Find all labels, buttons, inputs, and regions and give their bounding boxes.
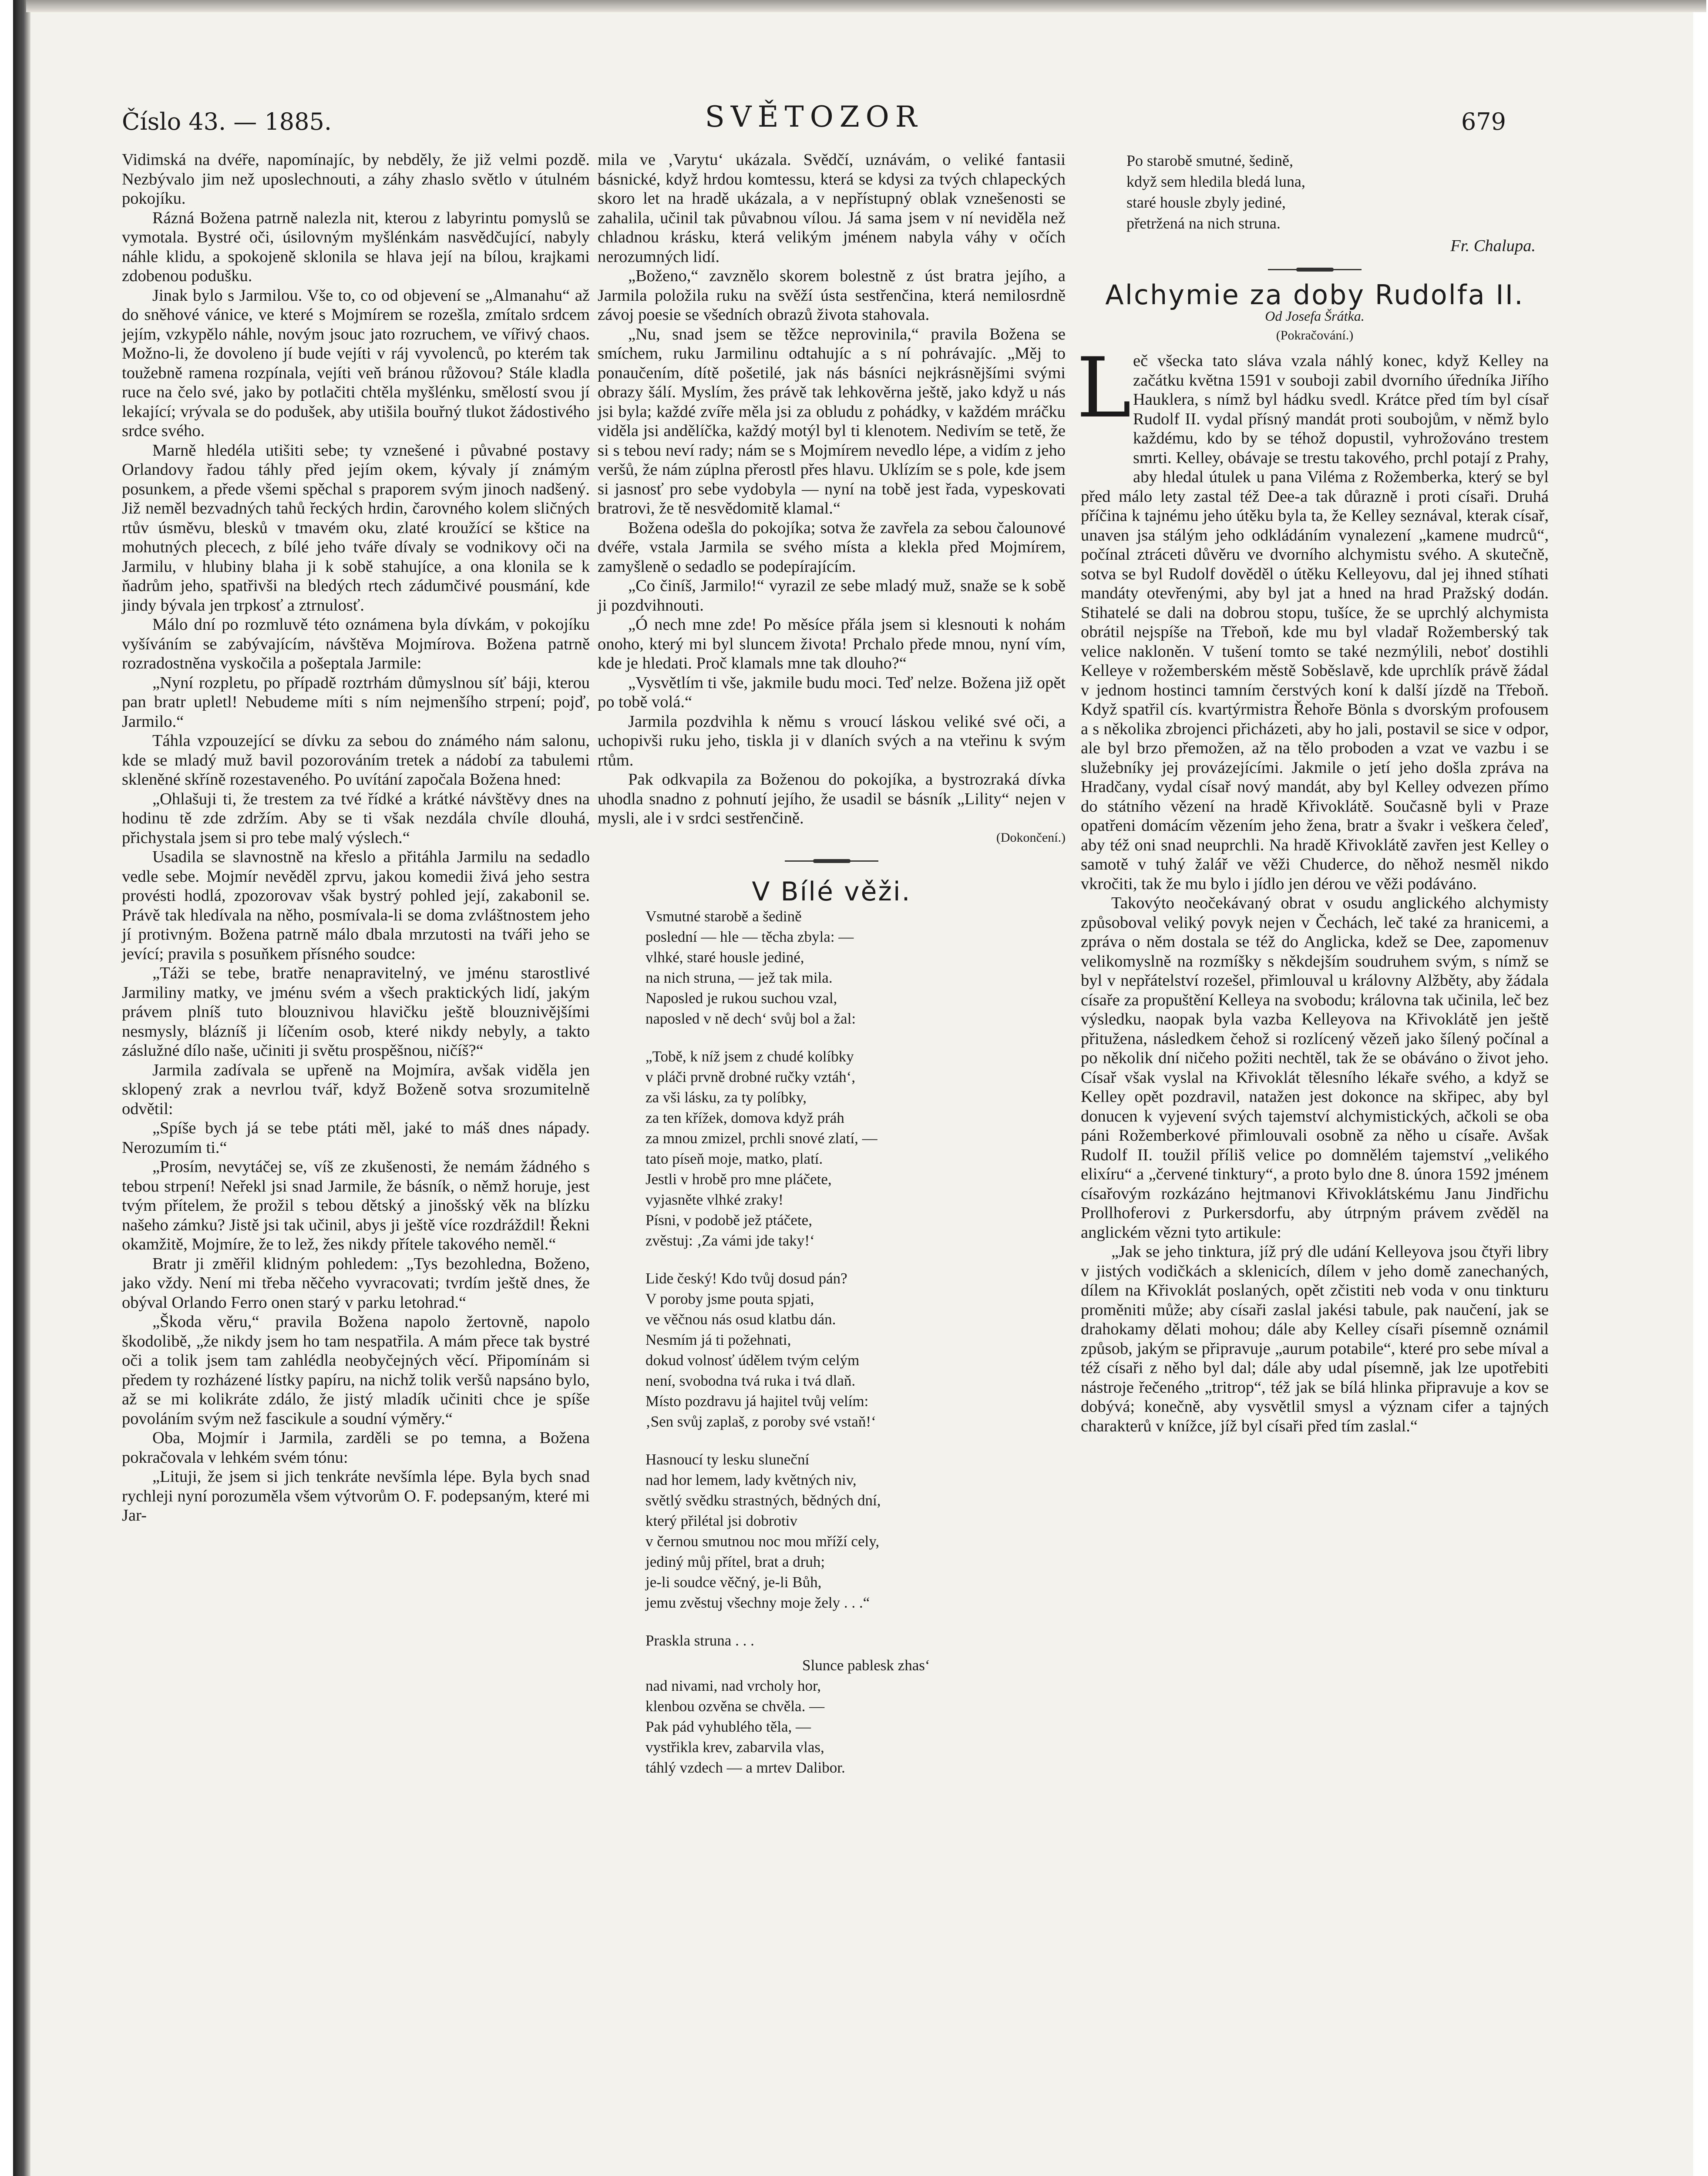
poem-line: táhlý vzdech — a mrtev Dalibor. xyxy=(646,1759,845,1776)
poem-line: „Tobě, k níž jsem z chudé kolíbky xyxy=(646,1048,854,1065)
column-1 xyxy=(122,150,590,1525)
paragraph: Usadila se slavnostně na křeslo a přitáhla Jarmilu na sedadlo vedle sebe. Mojmír nevěděl zprvu, jakou komedii živá jeho sestra provésti hodlá, zpozorovav však bystrý pohled její, zakabonil se. Právě tak hledívala na něho, posmívala-li se doma zvláštnostem jeho jí protivným. Božena patrně málo dbala mrzutosti na tváři jeho se jevící; pravila s posuňkem přísného soudce: xyxy=(122,848,590,963)
paragraph: Rázná Božena patrně nalezla nit, kterou z labyrintu pomyslů se vymotala. Bystré oči, úsilovným myšlénkám nasvědčující, nabyly náhle klidu, a spokojeně sklonila se hlava její na bílou, krajkami zdobenou podušku. xyxy=(122,208,590,285)
poem-line: jediný můj přítel, brat a druh; xyxy=(646,1553,825,1570)
paragraph: „Ohlašuji ti, že trestem za tvé řídké a krátké návštěvy dnes na hodinu tě zde zdržím. Aby se ti však nezdála chvíle dlouhá, přichystala jsem si pro tebe malý výslech.“ xyxy=(122,789,590,847)
poem-stanza xyxy=(646,1630,1066,1651)
section-divider xyxy=(1081,256,1549,282)
scan-top-edge xyxy=(26,0,1706,12)
paragraph: „Ó nech mne zde! Po měsíce přála jsem si klesnouti k nohám onoho, který mi byl sluncem života! Prchalo přede mnou, nyní vím, kde je hledati. Proč klamals mne tak dlouho?“ xyxy=(598,615,1066,672)
poem-line: vystřikla krev, zabarvila vlas, xyxy=(646,1738,824,1756)
paragraph: „Boženo,“ zavznělo skorem bolestně z úst bratra jejího, a Jarmila položila ruku na svěží ústa sestřenčina, která nemilosrdně závoj poesie se všedních obrazů života stahovala. xyxy=(598,267,1066,324)
paragraph: „Co činíš, Jarmilo!“ vyrazil ze sebe mladý muž, snaže se k sobě ji pozdvihnouti. xyxy=(598,577,1066,615)
poem-stanza xyxy=(646,1046,1066,1251)
poem-line: který přilétal jsi dobrotiv xyxy=(646,1512,797,1529)
poem-line: tato píseň moje, matko, platí. xyxy=(646,1150,823,1167)
paragraph: Jarmila pozdvihla k němu s vroucí láskou veliké své oči, a uchopivši ruku jeho, tiskla ji v dlaních svých a na vteřinu k svým rtům. xyxy=(598,712,1066,769)
poem-stanza xyxy=(646,1449,1066,1613)
paragraph: eč všecka tato sláva vzala náhlý konec, když Kelley na začátku května 1591 v souboji zabil dvorního úředníka Jiřího Hauklera, s nímž byl hádku svedl. Krátce před tím byl císař Rudolf II. vydal přísný mandát proti soubojům, v němž bylo každému, kdo by se téhož dopustil, vyhrožováno trestem smrti. Kelley, obávaje se trestu takového, prchl potají z Prahy, aby hledal útulek u pana Viléma z Rožemberka, který se byl před málo lety zastal též Dee-a tak důrazně i proti císaři. Druhá příčina k tajnému jeho útěku byla ta, že Kelley seznával, kterak císař, unaven jsa stálým jeho odkládáním vynalezení „kamene mudrců“, počínal ztráceti důvěru ve dvorního alchymistu svého. A skutečně, sotva se byl Rudolf dověděl o útěku Kelleyovu, dal jej ihned stíhati mandáty otevřenými, aby byl jat a hned na hrad Pražský dodán. Stihatelé se dali na dobrou stopu, tušíce, že se uprchlý alchymista obrátil nejspíše na Třeboň, kde mu byl vladař Rožemberský tak velice nakloněn. V tušení tomto se také nezmýlili, neboť dostihli Kelleye v rožemberském městě Soběslavě, kde uprchlík právě žádal v jednom hostinci tamním čerstvých koní k další jízdě na Třeboň. Když spatřil cís. kvartýrmistra Řehoře Bönla s dvorským profousem a s několika zbrojenci přicházeti, aby ho jali, postavil se sice v odpor, ale byl brzo přemožen, až na tělo proboden a vzat ve vazbu i se služebníky jej provázejícími. Jakmile o jetí jeho došla zpráva na Hradčany, vydal císař nový mandát, aby byl Kelley odvezen přímo do státního vězení na hradě Křivoklátě. Současně byli v Praze opatřeni domácím vězením jeho žena, bratr a švakr i veškera čeleď, aby též oni snad neuprchli. Na hradě Křivoklátě zavřen jest Kelley o samotě v tuhý žalář ve věži Chuderce, do něhož nesměl nikdo vkročiti, tak že mu bylo i jídlo jen dérou ve věži podáváno. xyxy=(1081,352,1549,893)
paragraph: „Nu, snad jsem se těžce neprovinila,“ pravila Božena se smíchem, ruku Jarmilinu odtahujíc a s ní pohrávajíc. „Měj to ponaučením, dítě pošetilé, jak nás básníci nejkrásnějšími svými obrazy šálí. Myslím, žes právě tak lehkověrna ještě, jako když u nás jsi byla; každé zvíře měla jsi za obludu z pohádky, v každém mráčku viděla jsi andělíčka, každý motýl byl ti klenotem. Nedivím se tetě, že si s tebou neví rady; nám se s Mojmírem nevedlo lépe, a vidím z jeho veršů, že nám zúplna přerostl přes hlavu. Uklízím se s pole, kde jsem si jasnosť pro sebe vydobyla — nyní na tobě jest řada, vypeskovati bratrovi, že tě nesvědomitě klamal.“ xyxy=(598,325,1066,517)
poem-line: Písni, v podobě jež ptáčete, xyxy=(646,1211,812,1229)
poem-line: v pláči prvně drobné ručky vztáh‘, xyxy=(646,1068,856,1085)
paragraph: „Prosím, nevytáčej se, víš ze zkušenosti, že nemám žádného s tebou strpení! Neřekl jsi snad Jarmile, že básník, o němž horuje, jest tvým přítelem, že prožil s tebou dětský a jinošský věk na blízku našeho zámku? Jistě jsi tak učinil, abys ji ještě více rozdráždil! Řekni okamžitě, Mojmíre, že to lež, žes nikdy přítele takového neměl.“ xyxy=(122,1158,590,1253)
paragraph: „Škoda věru,“ pravila Božena napolo žertovně, napolo škodolibě, „že nikdy jsem ho tam nespatřila. A mám přece tak bystré oči a tolik jsem tam zahlédla neobyčejných věcí. Připomínám si předem ty rozházené lístky papíru, na nichž tolik veršů napsáno bylo, až se mi kolikráte zdálo, že jistý mladík učiniti chce je spíše povoláním svým než fascikule a soudní výměry.“ xyxy=(122,1313,590,1428)
poem-line: klenbou ozvěna se chvěla. — xyxy=(646,1697,825,1715)
poem-line: Vsmutné starobě a šedině xyxy=(646,907,802,925)
poem xyxy=(646,906,1066,1778)
poem-line: poslední — hle — těcha zbyla: — xyxy=(646,928,854,945)
article-author: Od Josefa Šrátka. xyxy=(1265,308,1365,324)
poem-line: Pak pád vyhublého těla, — xyxy=(646,1718,811,1735)
paragraph: Jarmila zadívala se upřeně na Mojmíra, avšak viděla jen sklopený zrak a nevrlou tvář, když Boženě sotva srozumitelně odvětil: xyxy=(122,1061,590,1118)
poem-line: Po starobě smutné, šedině, xyxy=(1126,152,1293,169)
poem-line: je-li soudce věčný, je-li Bůh, xyxy=(646,1573,822,1591)
paragraph: „Lituji, že jsem si jich tenkráte nevšímla lépe. Byla bych snad rychleji nyní porozuměla všem výtvorům O. F. podepsaným, které mi Jar- xyxy=(122,1467,590,1525)
poem-line: Praskla struna . . . xyxy=(646,1632,754,1649)
paragraph: Jinak bylo s Jarmilou. Vše to, co od objevení se „Almanahu“ až do sněhové vánice, ve které s Mojmírem se rozešla, zmítalo srdcem jejím, vzkypělo náhle, novým jsouc jato rozruchem, ve vířivý chaos. Možno-li, že dovoleno jí bude vejíti v ráj vyvolenců, po kterém tak toužebně ramena rozpínala, vejíti veň bránou růžovou? Stále kladla ruce na čelo své, jako by potlačiti chtěla myšlénku, smělostí svou jí lekající; vrývala se do podušek, aby utišila bouřný tlukot žádostivého srdce svého. xyxy=(122,286,590,440)
newspaper-title: SVĚTOZOR xyxy=(705,100,923,134)
poem-line: vyjasněte vlhké zraky! xyxy=(646,1191,783,1208)
poem-line: za vši lásku, za ty políbky, xyxy=(646,1088,807,1106)
paragraph: Pak odkvapila za Boženou do pokojíka, a bystrozraká dívka uhodla snadno z pohnutí jejího, že usadil se básník „Lility“ nejen v mysli, ale i v srdci sestřenčině. xyxy=(598,770,1066,827)
paragraph: Málo dní po rozmluvě této oznámena byla dívkám, v pokojíku vyšíváním se zabývajícím, návštěva Mojmírova. Božena patrně rozradostněna vyskočila a pošeptala Jarmile: xyxy=(122,615,590,672)
poem-line: jemu zvěstuj všechny moje žely . . .“ xyxy=(646,1594,870,1611)
poem-line: když sem hledila bledá luna, xyxy=(1126,173,1305,190)
paragraph: Oba, Mojmír i Jarmila, zarděli se po temna, a Božena pokračovala v lehkém svém tónu: xyxy=(122,1429,590,1467)
paragraph: „Nyní rozpletu, po případě roztrhám důmyslnou síť báji, kterou pan bratr upletl! Nebudeme míti s ním nejmenšího strpení; pojď, Jarmilo.“ xyxy=(122,673,590,731)
poem-line: přetržená na nich struna. xyxy=(1126,215,1281,232)
paragraph: Vidimská na dvéře, napomínajíc, by nebděly, že již velmi pozdě. Nezbývalo jim než uposlechnouti, a záhy zhaslo světlo v útulném pokojíku. xyxy=(122,151,590,208)
poem-line: nad hor lemem, lady květných niv, xyxy=(646,1471,857,1488)
poem-line: světlý svědku strastných, bědných dní, xyxy=(646,1491,881,1509)
newspaper-page xyxy=(13,0,1693,2176)
poem-line: za ten křížek, domova když práh xyxy=(646,1109,844,1126)
paragraph: Bratr ji změřil klidným pohledem: „Tys bezohledna, Boženo, jako vždy. Není mi třeba něčeho vyvracovati; tvrdím ještě dnes, že obýval Orlando Ferro onen starý v parku letohrad.“ xyxy=(122,1254,590,1312)
issue-number: Číslo 43. — 1885. xyxy=(122,108,332,135)
paragraph: Takovýto neočekávaný obrat v osudu anglického alchymisty způsoboval veliký povyk nejen v Čechách, leč také za hranicemi, a zpráva o něm dostala se též do Anglicka, kdež se Dee, zapomenuv velikomyslně na rozmíšky s někdejším soudruhem svým, s nímž se byl v nepřátelství rozešel, přimlouval u královny Alžběty, aby žádala císaře za propuštění Kelleya na svobodu; královna tak učinila, leč bez výsledku, naopak byla vazba Kelleyova na Křivoklátě jen ještě přitužena, následkem čehož si rozlícený vězeň jako šílený počínal a po několik dní ničeho požiti nechtěl, tak že se obáváno o život jeho. Císař však vyslal na Křivoklát tělesního lékaře svého, a když se Kelley opět pozdravil, natažen jest dokonce na skřipec, aby byl donucen k vyjevení svých tajemství alchymistických, ačkoli se oba páni Rožemberkové přimlouvali osobně za něho u císaře. Avšak Rudolf II. toužil příliš velice po domnělém tajemství „velikého elixíru“ a „červené tinktury“, a proto bylo dne 8. února 1592 jménem císařovým rozkázáno hejtmanovi Křivoklátskému Janu Jindřichu Prollhoferovi z Purkersdorfu, aby útrpným právem zvěděl na anglickém vězni tyto artikule: xyxy=(1081,894,1549,1242)
poem-line: naposled v ně dech‘ svůj bol a žal: xyxy=(646,1010,856,1027)
poem-stanza xyxy=(646,1268,1066,1432)
poem-line: v černou smutnou noc mou mříží cely, xyxy=(646,1532,880,1550)
poem-line: Hasnoucí ty lesku sluneční xyxy=(646,1451,810,1468)
poem-line: ‚Sen svůj zaplaš, z poroby své vstaň!‘ xyxy=(646,1413,876,1430)
poem-line: vlhké, staré housle jediné, xyxy=(646,948,804,966)
poem-line: Lide český! Kdo tvůj dosud pán? xyxy=(646,1269,847,1287)
poem-title: V Bílé věži. xyxy=(752,876,911,907)
paragraph: „Jak se jeho tinktura, jíž prý dle udání Kelleyova jsou čtyři libry v jistých vodičkách a sklenicích, dílem v jeho domě zanechaných, dílem na Křivoklát poslaných, opět zčistiti neb voda v onu tinkturu proměniti může; aby císaři zaslal jakési tabule, pak naučení, jak se drahokamy dělati mohou; dále aby Kelley císaři písemně oznámil způsob, jakým se připravuje „aurum potabile“, které pro sebe míval a též císaři z něho byl dal; dále aby udal písemně, jak lze upotřebiti nástroje řečeného „tritrop“, též jak se bílá hlinka připravuje a kov se dobývá; konečně, aby vysvětlil smysl a význam cifer a tajných charakterů v knížce, jíž byl císaři před tím zaslal.“ xyxy=(1081,1242,1549,1435)
poem-ending xyxy=(1126,150,1549,234)
poem-stanza xyxy=(646,906,1066,1029)
poem-line: dokud volnosť údělem tvým celým xyxy=(646,1351,860,1369)
poem-line: V poroby jsme pouta spjati, xyxy=(646,1290,814,1307)
paragraph: Božena odešla do pokojíka; sotva že zavřela za sebou čalounové dvéře, vstala Jarmila se svého místa a klekla před Mojmírem, zamyšleně o sedadlo se podepírajícím. xyxy=(598,518,1066,576)
paragraph: „Vysvětlím ti vše, jakmile budu moci. Teď nelze. Božena již opět po tobě volá.“ xyxy=(598,673,1066,711)
poem-signature: Fr. Chalupa. xyxy=(1450,237,1536,255)
poem-line: není, svobodna tvá ruka i tvá dlaň. xyxy=(646,1372,856,1389)
paragraph: mila ve ‚Varytu‘ ukázala. Svědčí, uznávám, o veliké fantasii básnické, když hrdou komtessu, která se kdysi za tvých chlapeckých skoro let na hradě ukázala, a v nepřístupný oblak vznešenosti se zahalila, učinil tak půvabnou vílou. Já sama jsem v ní neviděla než chladnou krásku, která velikým jménem nabyla váhy v očích nerozumných lidí. xyxy=(598,151,1066,266)
poem-line: za mnou zmizel, prchli snové zlatí, — xyxy=(646,1129,878,1147)
poem-line: nad nivami, nad vrcholy hor, xyxy=(646,1677,821,1694)
poem-line: ve věčnou nás osud klatbu dán. xyxy=(646,1310,836,1328)
column-2 xyxy=(598,150,1066,1778)
scan-edge xyxy=(13,0,30,2176)
poem-line: staré housle zbyly jediné, xyxy=(1126,194,1286,211)
continued-note: (Dokončení.) xyxy=(996,830,1066,845)
article-title: Alchymie za doby Rudolfa II. xyxy=(1105,279,1524,311)
poem-line: na nich struna, — jež tak mila. xyxy=(646,969,833,986)
paragraph: „Spíše bych já se tebe ptáti měl, jaké to máš dnes nápady. Nerozumím ti.“ xyxy=(122,1119,590,1157)
poem-line: Nesmím já ti požehnati, xyxy=(646,1331,791,1348)
paragraph: Táhla vzpouzející se dívku za sebou do známého nám salonu, kde se mladý muž bavil pozorováním tretek a nádobí za tabulemi skleněné skříně rozestaveného. Po uvítání započala Božena hned: xyxy=(122,732,590,789)
poem-line: Slunce pablesk zhas‘ xyxy=(802,1656,930,1674)
paragraph: Marně hledéla utišiti sebe; ty vznešené i půvabné postavy Orlandovy řadou táhly před jejím okem, kývaly jí známým posunkem, a přede všemi spěchal s praporem svým jinoch nadšený. Již neměl bezvadných tahů řeckých hrdin, čarovného kolem sličných rtův úsměvu, blesků v tmavém oku, zlaté kroužící se kštice na mohutných plecech, z bílé jeho tváře dívaly se vodnikovy oči na Jarmilu, v hlubiny blaha ji k sobě stahujíce, a ona klonila se k ňadrům jeho, spatřivši na bledých rtech zádumčivé pousmání, kde jindy bývala jen trpkosť a ztrnulosť. xyxy=(122,441,590,615)
page-number: 679 xyxy=(1461,108,1506,135)
poem-line: Jestli v hrobě pro mne pláčete, xyxy=(646,1170,832,1188)
page-header xyxy=(122,100,1506,148)
poem-line: Místo pozdravu já hajitel tvůj velím: xyxy=(646,1392,869,1410)
drop-cap: L xyxy=(1076,340,1132,436)
poem-line: zvěstuj: ‚Za vámi jde taky!‘ xyxy=(646,1232,815,1249)
article-continuation: (Pokračování.) xyxy=(1276,328,1354,343)
section-divider xyxy=(598,847,1066,873)
paragraph: „Táži se tebe, bratře nenapravitelný, ve jménu starostlivé Jarmiliny matky, ve jménu svém a všech praktických lidí, jakým právem plníš tuto blouznivou hlavičku ještě blouznivějšími nesmysly, blázníš ji líčením osob, které nikdy nebyly, a takto záslužné dílo naše, učiniti ji světu prospěšnou, ničíš?“ xyxy=(122,964,590,1060)
poem-line: Naposled je rukou suchou vzal, xyxy=(646,989,837,1007)
column-3 xyxy=(1076,150,1549,1436)
